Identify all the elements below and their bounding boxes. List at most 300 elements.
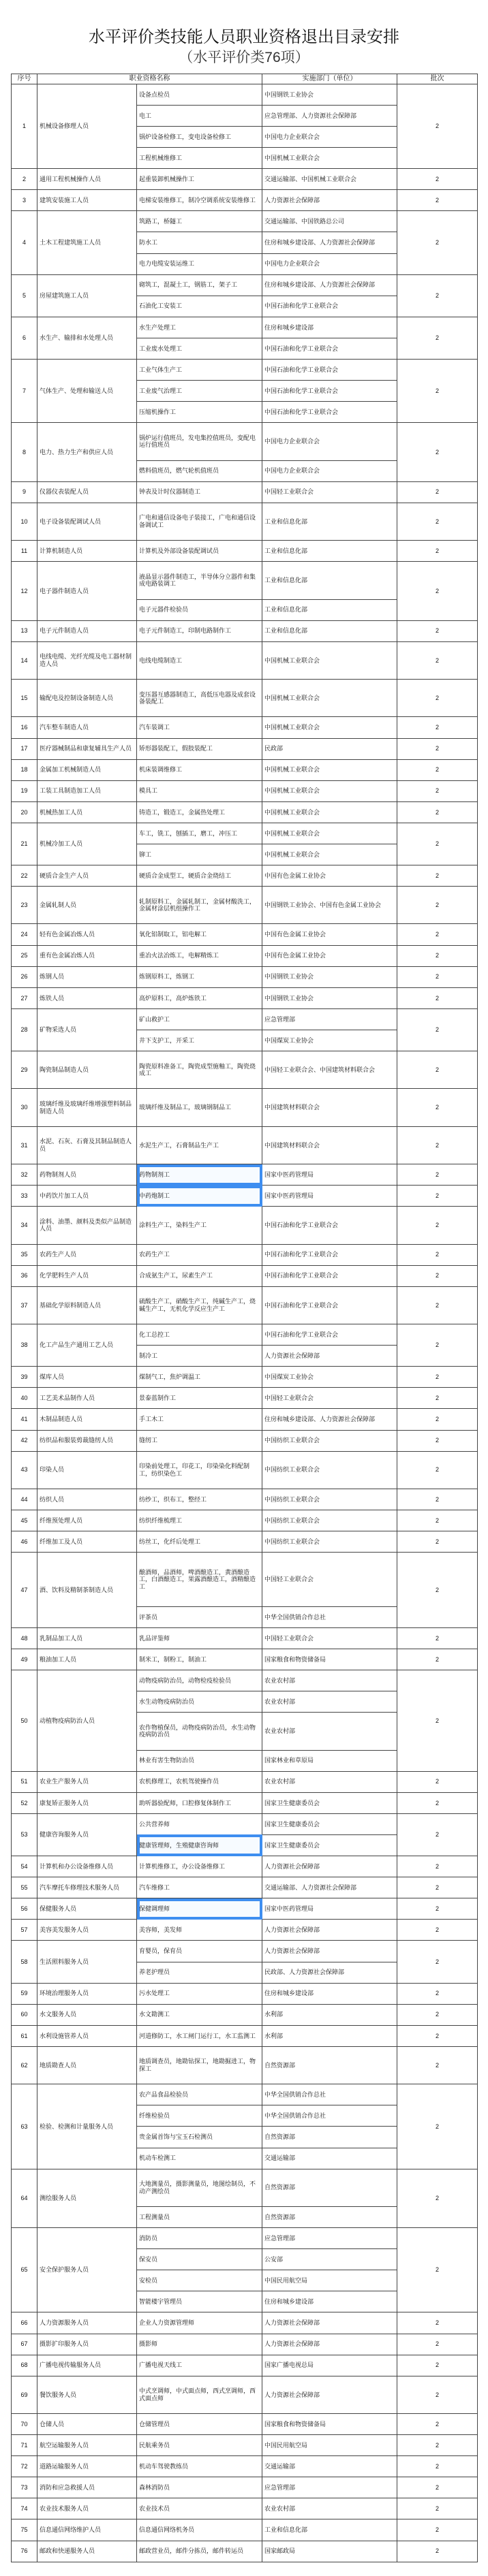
department-name: 自然资源部 [262,2046,397,2084]
table-row [12,1792,478,1813]
occupation-name: 硫酸生产工，硝酸生产工，纯碱生产工，烧碱生产工，无机化学反应生产工 [137,1286,262,1324]
occupation-name: 模具工 [137,780,262,801]
occupation-name: 石油化工安装工 [137,296,262,317]
batch-number: 2 [397,1186,478,1207]
category-name: 化学肥料生产人员 [37,1265,137,1286]
batch-number: 2 [397,2435,478,2456]
department-name: 工业和信息化部 [262,2519,397,2541]
occupation-name: 起重装卸机械操作工 [137,169,262,190]
category-name: 环境治理服务人员 [37,1983,137,2004]
occupation-name: 水泥生产工，石膏制品生产工 [137,1126,262,1164]
occupation-name: 筑路工，桥隧工 [137,211,262,232]
header-batch: 批次 [397,74,478,84]
row-number: 3 [12,190,37,211]
category-name: 电子器件制造人员 [37,562,137,620]
table-row [12,1451,478,1489]
table-row [12,2435,478,2456]
batch-number: 2 [397,1451,478,1489]
department-name: 中国煤炭工业协会 [262,1367,397,1388]
department-name: 中国纺织工业联合会 [262,1489,397,1510]
table-row [12,481,478,503]
row-number: 61 [12,2025,37,2046]
row-number: 73 [12,2477,37,2498]
table-row [12,2477,478,2498]
category-name: 中药饮片加工人员 [37,1186,137,1207]
batch-number: 2 [397,2312,478,2334]
batch-number: 2 [397,2498,478,2519]
occupation-name: 保安员 [137,2249,262,2270]
table-row [12,641,478,679]
row-number: 14 [12,641,37,679]
table-row [12,2025,478,2046]
batch-number: 2 [397,360,478,423]
category-name: 健康咨询服务人员 [37,1813,137,1856]
category-name: 农业生产服务人员 [37,1771,137,1792]
category-name: 煤库人员 [37,1367,137,1388]
row-number: 62 [12,2046,37,2084]
department-name: 住房和城乡建设部、人力资源社会保障部 [262,232,397,253]
row-number: 74 [12,2498,37,2519]
row-number: 57 [12,1920,37,1941]
row-number: 70 [12,2414,37,2435]
category-name: 水利设施管养人员 [37,2025,137,2046]
occupation-name: 农业技术员 [137,2498,262,2519]
occupation-name: 企业人力资源管理师 [137,2312,262,2334]
occupation-name: 中药炮制工 [137,1186,262,1207]
occupation-name: 广播电视天线工 [137,2355,262,2376]
batch-number: 2 [397,1856,478,1877]
category-name: 汽车整车制造人员 [37,717,137,738]
category-name: 基础化学原料制造人员 [37,1286,137,1324]
occupation-name: 制米工，制粉工，制油工 [137,1649,262,1670]
category-name: 餐饮服务人员 [37,2376,137,2413]
occupation-name: 农机修理工，农机驾驶操作员 [137,1771,262,1792]
department-name: 国家广播电视总局 [262,2355,397,2376]
department-name: 人力资源社会保障部 [262,1346,397,1367]
batch-number: 2 [397,2084,478,2169]
table-row [12,2004,478,2025]
batch-number: 2 [397,1126,478,1164]
department-name: 中国轻工业联合会 [262,1553,397,1607]
batch-number: 2 [397,2169,478,2227]
table-row [12,1983,478,2004]
batch-number: 2 [397,945,478,966]
table-row [12,1324,478,1346]
occupation-name: 邮政营业员，邮件分拣员，邮件转运员 [137,2541,262,2562]
row-number: 44 [12,1489,37,1510]
occupation-name: 陶瓷原料准备工，陶瓷成型施釉工，陶瓷烧成工 [137,1051,262,1089]
category-name: 通用工程机械操作人员 [37,169,137,190]
occupation-name: 印染前处理工，印花工，印染染化料配制工，纺织染色工 [137,1451,262,1489]
category-name: 安全保护服务人员 [37,2228,137,2312]
department-name: 国家卫生健康委员会 [262,1813,397,1834]
occupation-name: 机动车驾驶教练员 [137,2456,262,2477]
occupation-name: 缝纫工 [137,1430,262,1451]
batch-number: 2 [397,1051,478,1089]
table-row [12,2456,478,2477]
department-name: 人力资源社会保障部 [262,1856,397,1877]
row-number: 52 [12,1792,37,1813]
table-row [12,1898,478,1920]
category-name: 水生产、输排和水处理人员 [37,317,137,359]
row-number: 50 [12,1670,37,1772]
department-name: 中国石油和化学工业联合会 [262,402,397,423]
row-number: 35 [12,1244,37,1265]
row-number: 48 [12,1627,37,1649]
occupation-name: 工业废气治理工 [137,381,262,402]
occupation-name: 河道修防工，水工闸门运行工，水工监测工 [137,2025,262,2046]
occupation-name: 纺纱工，织布工，整经工 [137,1489,262,1510]
category-name: 印染人员 [37,1451,137,1489]
row-number: 18 [12,759,37,780]
row-number: 41 [12,1409,37,1430]
row-number: 51 [12,1771,37,1792]
occupation-name: 动物疫病防治员，动物检疫检验员 [137,1670,262,1691]
table-row [12,1856,478,1877]
department-name: 交通运输部、人力资源社会保障部 [262,1877,397,1898]
batch-number: 2 [397,2334,478,2355]
table-row [12,1186,478,1207]
occupation-name: 水文勘测工 [137,2004,262,2025]
department-name: 中国电力企业联合会 [262,126,397,147]
table-row [12,211,478,232]
department-name: 中国石油和化学工业联合会 [262,296,397,317]
batch-number: 2 [397,2477,478,2498]
occupation-name: 农作物植保员，动物疫病防治员，水生动物疫病防治员 [137,1713,262,1750]
occupation-name: 广电和通信设备电子装接工，广电和通信设备调试工 [137,503,262,540]
table-row [12,1531,478,1553]
department-name: 中国轻工业联合会 [262,481,397,503]
table-row [12,1164,478,1186]
batch-number: 2 [397,317,478,359]
row-number: 58 [12,1941,37,1983]
row-number: 27 [12,987,37,1008]
category-name: 陶瓷制品制造人员 [37,1051,137,1089]
batch-number: 2 [397,2541,478,2562]
table-row [12,2228,478,2249]
row-number: 2 [12,169,37,190]
table-row [12,190,478,211]
department-name: 中国纺织工业联合会 [262,1451,397,1489]
department-name: 农业农村部 [262,1771,397,1792]
department-name: 公安部 [262,2249,397,2270]
occupation-name: 纤维检验员 [137,2105,262,2127]
table-row [12,503,478,540]
occupation-name: 电子元器件检验员 [137,599,262,620]
category-name: 酒、饮料及精制茶制造人员 [37,1553,137,1628]
row-number: 31 [12,1126,37,1164]
department-name: 农业农村部 [262,1691,397,1713]
row-number: 65 [12,2228,37,2312]
category-name: 建筑安装施工人员 [37,190,137,211]
category-name: 工艺美术品制作人员 [37,1388,137,1409]
occupation-name: 森林消防员 [137,2477,262,2498]
batch-number: 2 [397,1920,478,1941]
department-name: 中国石油和化学工业联合会 [262,1207,397,1244]
batch-number: 2 [397,211,478,274]
row-number: 32 [12,1164,37,1186]
batch-number: 2 [397,1244,478,1265]
occupation-name: 水生动物疫病防治员 [137,1691,262,1713]
department-name: 国家邮政局 [262,2541,397,2562]
table-row [12,1409,478,1430]
occupation-name: 涂料生产工，染料生产工 [137,1207,262,1244]
department-name: 交通运输部 [262,2148,397,2169]
department-name: 中国机械工业联合会 [262,759,397,780]
category-name: 炼钢人员 [37,966,137,987]
department-name: 中国机械工业联合会 [262,680,397,717]
table-row [12,317,478,338]
category-name: 测绘服务人员 [37,2169,137,2227]
row-number: 29 [12,1051,37,1089]
occupation-name: 玻璃纤维及制品工，玻璃钢制品工 [137,1089,262,1126]
category-name: 纺织人员 [37,1489,137,1510]
table-row [12,84,478,105]
occupation-name: 矿山救护工 [137,1008,262,1030]
category-name: 汽车摩托车修理技术服务人员 [37,1877,137,1898]
department-name: 中国钢铁工业协会 [262,966,397,987]
category-name: 机械冷加工人员 [37,823,137,865]
category-name: 动植物疫病防治人员 [37,1670,137,1772]
table-row [12,738,478,759]
batch-number: 2 [397,2025,478,2046]
category-name: 工装工具制造加工人员 [37,780,137,801]
batch-number: 2 [397,1877,478,1898]
batch-number: 2 [397,503,478,540]
department-name: 中国轻工业联合会 [262,1388,397,1409]
occupation-name: 中式烹调师，中式面点师，西式烹调师，西式面点师 [137,2376,262,2413]
department-name: 农业农村部 [262,1713,397,1750]
row-number: 71 [12,2435,37,2456]
department-name: 国家中医药管理局 [262,1164,397,1186]
department-name: 中国机械工业联合会 [262,780,397,801]
batch-number: 2 [397,1531,478,1553]
department-name: 中国纺织工业联合会 [262,1510,397,1531]
department-name: 工业和信息化部 [262,541,397,562]
department-name: 中国石油和化学工业联合会 [262,360,397,381]
occupation-name: 消防员 [137,2228,262,2249]
row-number: 33 [12,1186,37,1207]
department-name: 中国轻工业联合会 [262,1627,397,1649]
department-name: 中国机械工业联合会 [262,148,397,169]
category-name: 农药生产人员 [37,1244,137,1265]
category-name: 广播电视传输服务人员 [37,2355,137,2376]
occupation-name: 酿酒师，品酒师，啤酒酿造工，黄酒酿造工，白酒酿造工，果露酒酿造工，酒精酿造工 [137,1553,262,1607]
table-row [12,717,478,738]
batch-number: 2 [397,759,478,780]
department-name: 水利部 [262,2004,397,2025]
occupation-name: 设备点检员 [137,84,262,105]
batch-number: 2 [397,641,478,679]
category-name: 涂料、油墨、颜料及类似产品制造人员 [37,1207,137,1244]
category-name: 人力资源服务人员 [37,2312,137,2334]
department-name: 工业和信息化部 [262,620,397,641]
occupation-name: 信息通信网络机务员 [137,2519,262,2541]
occupation-name: 制冷工 [137,1346,262,1367]
batch-number: 2 [397,966,478,987]
category-name: 玻璃纤维及玻璃纤维增强塑料制品制造人员 [37,1089,137,1126]
occupation-name: 汽车维修工 [137,1877,262,1898]
table-row [12,1265,478,1286]
batch-number: 2 [397,423,478,481]
table-row [12,801,478,823]
row-number: 24 [12,924,37,945]
batch-number: 2 [397,481,478,503]
table-row [12,865,478,887]
row-number: 1 [12,84,37,168]
category-name: 炼铁人员 [37,987,137,1008]
department-name: 人力资源社会保障部 [262,190,397,211]
occupation-name: 合成氨生产工，尿素生产工 [137,1265,262,1286]
category-name: 纤维预处理人员 [37,1510,137,1531]
table-row [12,620,478,641]
batch-number: 2 [397,738,478,759]
category-name: 仓储人员 [37,2414,137,2435]
occupation-name: 助听器验配师，口腔修复体制作工 [137,1792,262,1813]
batch-number: 2 [397,169,478,190]
batch-number: 2 [397,1898,478,1920]
category-name: 信息通信网络维护人员 [37,2519,137,2541]
batch-number: 2 [397,1510,478,1531]
qualification-table [11,74,478,2562]
row-number: 60 [12,2004,37,2025]
table-row [12,360,478,381]
batch-number: 2 [397,2376,478,2413]
occupation-name: 重冶火法冶炼工，电解精炼工 [137,945,262,966]
department-name: 中国石油和化学工业联合会 [262,338,397,359]
category-name: 道路运输服务人员 [37,2456,137,2477]
department-name: 中国机械工业联合会 [262,801,397,823]
category-name: 金属轧制人员 [37,887,137,924]
department-name: 中国轻工业联合会、中国建筑材料联合会 [262,1051,397,1089]
department-name: 中国石油和化学工业联合会 [262,1324,397,1346]
table-row [12,2519,478,2541]
batch-number: 2 [397,1813,478,1856]
batch-number: 2 [397,2228,478,2312]
category-name: 航空运输服务人员 [37,2435,137,2456]
batch-number: 2 [397,1409,478,1430]
table-row [12,423,478,460]
batch-number: 2 [397,1771,478,1792]
department-name: 住房和城乡建设部 [262,1983,397,2004]
row-number: 53 [12,1813,37,1856]
department-name: 中国机械工业联合会 [262,823,397,844]
occupation-name: 工程测量员 [137,2206,262,2227]
occupation-name: 药物制剂工 [137,1164,262,1186]
batch-number: 2 [397,2414,478,2435]
batch-number: 2 [397,620,478,641]
row-number: 69 [12,2376,37,2413]
batch-number: 2 [397,680,478,717]
occupation-name: 电子元件制造工，印制电路制作工 [137,620,262,641]
table-row [12,2046,478,2084]
occupation-name: 高炉原料工，高炉炼铁工 [137,987,262,1008]
occupation-name: 电线电缆制造工 [137,641,262,679]
table-row [12,541,478,562]
table-row [12,1510,478,1531]
occupation-name: 电梯安装维修工，制冷空调系统安装维修工 [137,190,262,211]
department-name: 人力资源社会保障部 [262,1920,397,1941]
department-name: 中国机械工业联合会 [262,717,397,738]
occupation-name: 煤制气工，焦炉调温工 [137,1367,262,1388]
table-row [12,2376,478,2413]
category-name: 重有色金属冶炼人员 [37,945,137,966]
batch-number: 2 [397,801,478,823]
occupation-name: 矫形器装配工，假肢装配工 [137,738,262,759]
table-row [12,1627,478,1649]
category-name: 化工产品生产通用工艺人员 [37,1324,137,1367]
table-row [12,1089,478,1126]
department-name: 中国纺织工业联合会 [262,1430,397,1451]
category-name: 房屋建筑施工人员 [37,274,137,317]
department-name: 中国石油和化学工业联合会 [262,1244,397,1265]
occupation-name: 纺织纤维梳理工 [137,1510,262,1531]
category-name: 康复矫正服务人员 [37,1792,137,1813]
category-name: 机械设备修理人员 [37,84,137,168]
occupation-name: 地质调查员，地勘钻探工，地勘掘进工，物探工 [137,2046,262,2084]
department-name: 人力资源社会保障部 [262,2312,397,2334]
batch-number: 2 [397,190,478,211]
row-number: 15 [12,680,37,717]
department-name: 交通运输部 [262,2456,397,2477]
occupation-name: 美容师，美发师 [137,1920,262,1941]
department-name: 人力资源社会保障部 [262,2376,397,2413]
batch-number: 2 [397,1627,478,1649]
category-name: 电子元件制造人员 [37,620,137,641]
occupation-name: 压缩机操作工 [137,402,262,423]
row-number: 56 [12,1898,37,1920]
occupation-name: 燃料值班员，燃气轮机值班员 [137,460,262,481]
table-row [12,1553,478,1607]
batch-number: 2 [397,1207,478,1244]
table-row [12,780,478,801]
occupation-name: 贵金属首饰与宝玉石检测员 [137,2127,262,2148]
department-name: 中国石油和化学工业联合会 [262,381,397,402]
occupation-name: 铆工 [137,844,262,865]
occupation-name: 育婴员，保育员 [137,1941,262,1962]
category-name: 电线电缆、光纤光缆及电工器材制造人员 [37,641,137,679]
table-row [12,680,478,717]
occupation-name: 景泰蓝制作工 [137,1388,262,1409]
row-number: 28 [12,1008,37,1051]
department-name: 应急管理部、人力资源社会保障部 [262,105,397,126]
table-row [12,1649,478,1670]
occupation-name: 硬质合金成型工，硬质合金烧结工 [137,865,262,887]
table-row [12,2084,478,2105]
occupation-name: 井下支护工，开采工 [137,1030,262,1051]
department-name: 中国有色金属工业协会 [262,865,397,887]
occupation-name: 工业气体生产工 [137,360,262,381]
category-name: 水泥、石灰、石膏及其制品制造人员 [37,1126,137,1164]
department-name: 应急管理部 [262,2228,397,2249]
row-number: 54 [12,1856,37,1877]
row-number: 4 [12,211,37,274]
category-name: 保健服务人员 [37,1898,137,1920]
table-row [12,562,478,599]
header-name: 职业资格名称 [37,74,262,84]
row-number: 21 [12,823,37,865]
row-number: 9 [12,481,37,503]
occupation-name: 摄影师 [137,2334,262,2355]
department-name: 中国有色金属工业协会 [262,924,397,945]
batch-number: 2 [397,1983,478,2004]
occupation-name: 水生产处理工 [137,317,262,338]
department-name: 应急管理部 [262,1008,397,1030]
occupation-name: 锅炉运行值班员，发电集控值班员，变配电运行值班员 [137,423,262,460]
table-row [12,274,478,296]
category-name: 医疗器械制品和康复辅具生产人员 [37,738,137,759]
table-row [12,1489,478,1510]
